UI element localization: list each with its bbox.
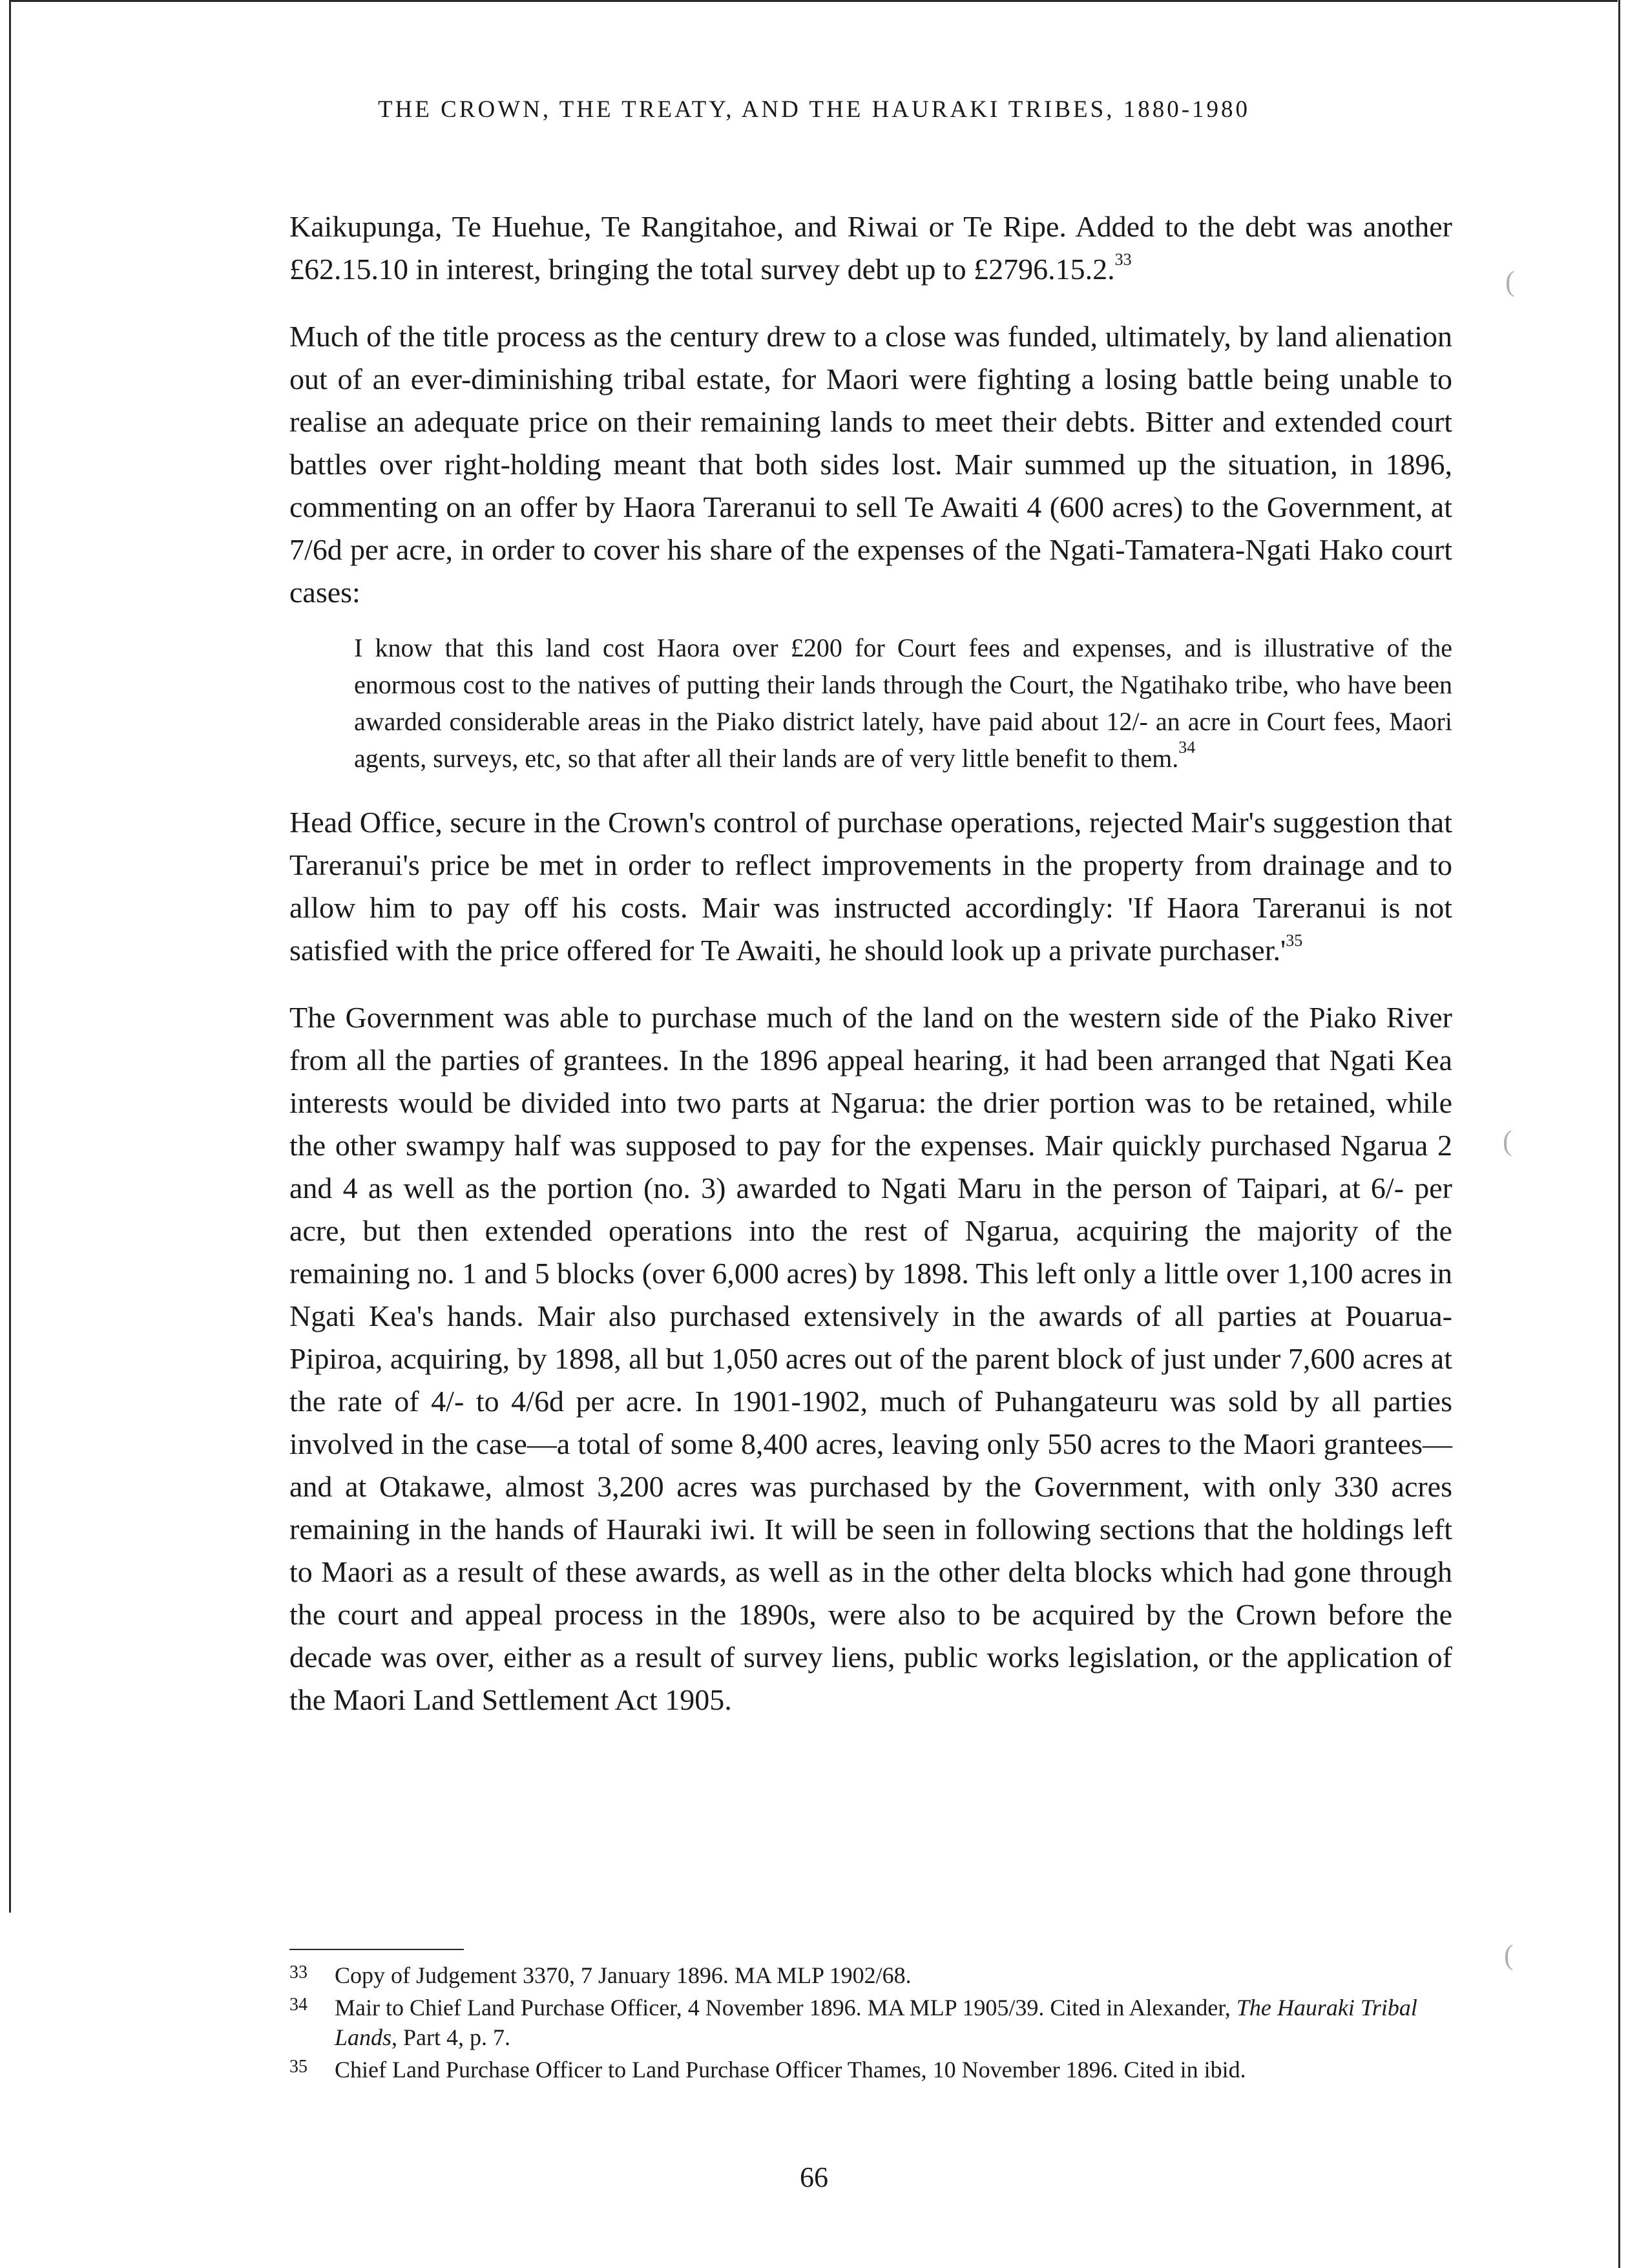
footnote-text: Mair to Chief Land Purchase Officer, 4 November 1896. MA MLP 1905/39. Cited in Alexander,	[335, 1995, 1237, 2021]
margin-mark: (	[1503, 1125, 1512, 1157]
footnote-ref[interactable]: 34	[1178, 737, 1196, 757]
page-edge-right	[1618, 0, 1620, 2268]
footnote-text: , Part 4, p. 7.	[391, 2024, 511, 2050]
footnote-number: 35	[289, 2057, 308, 2077]
page-number: 66	[800, 2161, 828, 2193]
margin-mark: (	[1505, 266, 1515, 297]
footnote-text: Copy of Judgement 3370, 7 January 1896. MA MLP 1902/68.	[335, 1962, 912, 1988]
block-quote: I know that this land cost Haora over £200 for Court fees and expenses, and is illustrative of the enormous cost to the natives of putting their lands through the Court, the Ngatihako tribe, who have been awarded considerable areas in the Piako district lately, have paid about 12/- an acre in Court fees, Maori agents, surveys, etc, so that after all their lands are of very little benefit to them.$^{34}$	[354, 633, 1452, 773]
paragraph: Head Office, secure in the Crown's control of purchase operations, rejected Mair's suggestion that Tareranui's price be met in order to reflect improvements in the property from drainage and to allow him to pay off his costs. Mair was instructed accordingly: 'If Haora Tareranui is not satisfied with the price offered for Te Awaiti, he should look up a private $purchaser.'^{35}$	[289, 806, 1452, 967]
page-edge-left	[9, 0, 11, 1913]
margin-mark: (	[1504, 1939, 1514, 1971]
footnote	[289, 1960, 1452, 1990]
footnote-ref[interactable]: 35	[1286, 930, 1303, 950]
footnote-rule	[289, 1949, 464, 1950]
body-text	[289, 205, 1452, 1746]
footnote-ref[interactable]: 33	[1114, 249, 1132, 269]
footnote-number: 34	[289, 1995, 308, 2015]
paragraph: Kaikupunga, Te Huehue, Te Rangitahoe, and Riwai or Te Ripe. Added to the debt was another £62.15.10 in interest, bringing the total survey debt up to £2796.15.2.33	[289, 210, 1452, 286]
paragraph: Much of the title process as the century drew to a close was funded, ultimately, by land alienation out of an ever-diminishing tribal estate, for Maori were fighting a losing battle being unable to realise an adequate price on their remaining lands to meet their debts. Bitter and extended court battles over right-holding meant that both sides lost. Mair summed up the situation, in 1896, commenting on an offer by Haora Tareranui to sell Te Awaiti 4 (600 acres) to the Government, at 7/6d per acre, in order to cover his share of the expenses of the Ngati-Tamatera-Ngati Hako court cases:	[289, 320, 1452, 609]
footnote-number: 33	[289, 1962, 308, 1982]
footnote	[289, 2055, 1452, 2084]
footnotes	[289, 1960, 1452, 2087]
cited-title: The Hauraki Tribal Lands	[335, 1995, 1417, 2050]
paragraph: The Government was able to purchase much of the land on the western side of the Piako River from all the parties of grantees. In the 1896 appeal hearing, it had been arranged that Ngati Kea interests would be divided into two parts at Ngarua: the drier portion was to be retained, while the other swampy half was supposed to pay for the expenses. Mair quickly purchased Ngarua 2 and 4 as well as the portion (no. 3) awarded to Ngati Maru in the person of Taipari, at 6/- per acre, but then extended operations into the rest of Ngarua, acquiring the majority of the remaining no. 1 and 5 blocks (over 6,000 acres) by 1898. This left only a little over 1,100 acres in Ngati Kea's hands. Mair also purchased extensively in the awards of all parties at Pouarua-Pipiroa, acquiring, by 1898, all but 1,050 acres out of the parent block of just under 7,600 acres at the rate of 4/- to 4/6d per acre. In 1901-1902, much of Puhangateuru was sold by all parties involved in the case—a total of some 8,400 acres, leaving only 550 acres to the Maori grantees—and at Otakawe, almost 3,200 acres was purchased by the Government, with only 330 acres remaining in the hands of Hauraki iwi. It will be seen in following sections that the holdings left to Maori as a result of these awards, as well as in the other delta blocks which had gone through the court and appeal process in the 1890s, were also to be acquired by the Crown before the decade was over, either as a result of survey liens, public works legislation, or the application of the Maori Land Settlement Act 1905.	[289, 1001, 1452, 1716]
page-edge-top	[9, 0, 1618, 2]
footnote	[289, 1993, 1452, 2052]
running-head: THE CROWN, THE TREATY, AND THE HAURAKI TRIBES, 1880-1980	[377, 96, 1251, 123]
footnote-text: Chief Land Purchase Officer to Land Purchase Officer Thames, 10 November 1896. Cited in ibid.	[335, 2057, 1246, 2083]
